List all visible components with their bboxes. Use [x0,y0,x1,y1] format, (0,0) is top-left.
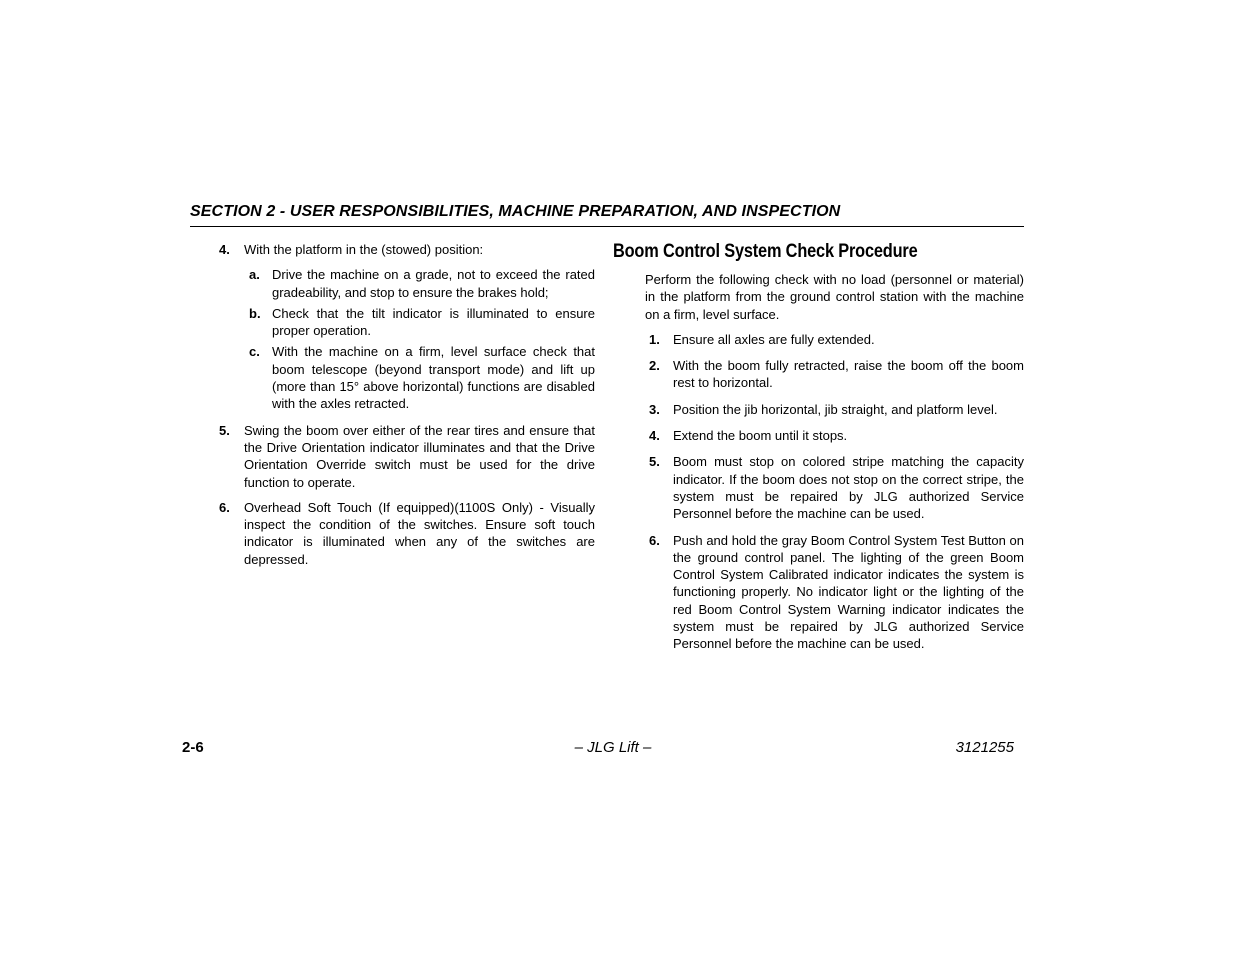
sub-item-letter: c. [249,344,260,360]
list-number: 6. [219,499,230,515]
step-number: 1. [649,331,660,347]
sub-item-letter: a. [249,267,260,283]
list-number: 5. [219,422,230,438]
step-5 [613,453,1024,522]
step-number: 3. [649,401,660,417]
step-text: Extend the boom until it stops. [673,428,848,444]
list-text: Overhead Soft Touch (If equipped)(1100S Only) - Visually inspect the condition of the switches. Ensure soft touch indicator is illuminated when any of the switches are depressed. [244,499,595,567]
sub-item-a [219,266,595,301]
step-number: 2. [649,358,660,374]
sub-item-letter: b. [249,305,261,321]
step-text: With the boom fully retracted, raise the boom off the boom rest to horizontal. [673,358,1024,391]
procedure-intro: Perform the following check with no load (personnel or material) in the platform from the ground control station with the machine on a firm, level surface. [645,272,1024,322]
right-column [613,239,1024,662]
step-1 [613,331,1024,348]
sub-item-c [219,343,595,412]
sub-item-b [219,305,595,340]
list-item-5 [219,422,595,491]
list-item-4 [219,241,595,258]
section-title: SECTION 2 - USER RESPONSIBILITIES, MACHINE PREPARATION, AND INSPECTION [190,203,841,220]
step-4 [613,427,1024,444]
sub-item-text: Drive the machine on a grade, not to exceed the rated gradeability, and stop to ensure the brakes hold; [272,267,595,300]
sub-item-text: Check that the tilt indicator is illuminated to ensure proper operation. [272,305,595,339]
list-text: Swing the boom over either of the rear tires and ensure that the Drive Orientation indicator illuminates and that the Drive Orientation Override switch must be used for the drive function to operate. [244,422,595,490]
step-text: Position the jib horizontal, jib straight, and platform level. [673,401,998,417]
step-text: Boom must stop on colored stripe matching the capacity indicator. If the boom does not stop on the correct stripe, the system must be repaired by JLG authorized Service Personnel before the machine can be used. [673,454,1024,522]
page-number: 2-6 [182,739,204,756]
left-column [219,241,595,576]
step-number: 5. [649,454,660,470]
sub-item-text: With the machine on a firm, level surface check that boom telescope (beyond transport mode) and lift up (more than 15° above horizontal) functions are disabled with the axles retracted. [272,344,595,412]
step-number: 6. [649,532,660,548]
step-2 [613,357,1024,392]
footer-brand: – JLG Lift – [574,739,652,756]
step-6 [613,532,1024,653]
list-item-6 [219,499,595,568]
step-number: 4. [649,428,660,444]
header-divider [190,226,1024,227]
procedure-title: Boom Control System Check Procedure [613,241,918,262]
list-text: With the platform in the (stowed) position: [244,242,484,257]
document-number: 3121255 [955,739,1014,756]
step-text: Push and hold the gray Boom Control System Test Button on the ground control panel. The lighting of the green Boom Control System Calibrated indicator indicates the system is functioning properly. No indicator light or the lighting of the red Boom Control System Warning indicator indicates the system must be repaired by JLG authorized Service Personnel before the machine can be used. [673,532,1024,652]
list-number: 4. [219,242,230,257]
step-text: Ensure all axles are fully extended. [673,331,875,347]
step-3 [613,401,1024,418]
